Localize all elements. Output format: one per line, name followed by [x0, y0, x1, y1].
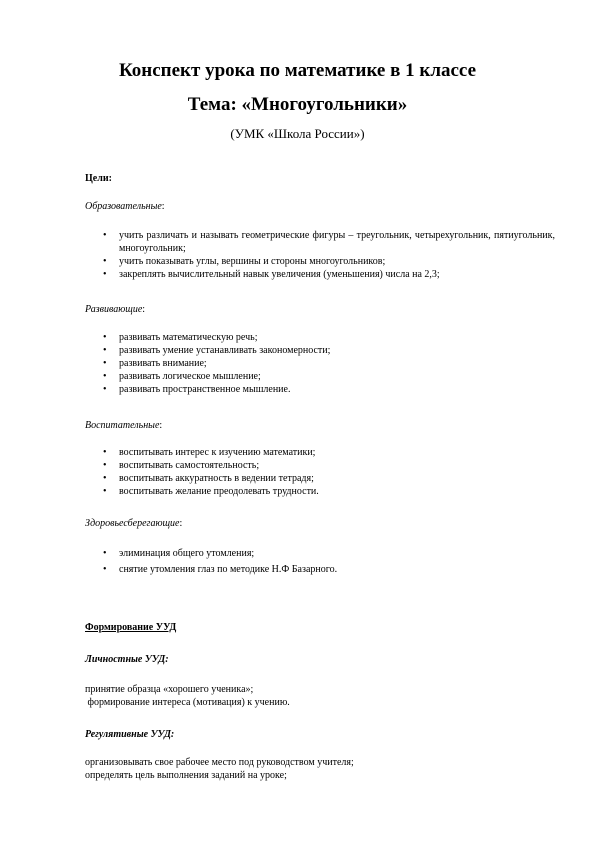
bullet-icon: •: [103, 345, 107, 356]
list-item: • воспитывать самостоятельность;: [103, 460, 260, 471]
health-heading-colon: :: [179, 518, 183, 529]
regulative-line: определять цель выполнения заданий на уроке;: [85, 770, 287, 781]
personal-uud-heading: Личностные УУД:: [85, 654, 169, 665]
bullet-icon: •: [103, 548, 107, 559]
developing-list-block: [85, 331, 555, 396]
list-item: • развивать математическую речь;: [103, 332, 258, 343]
uud-heading-block: [85, 621, 555, 634]
regulative-lines-block: [85, 756, 555, 782]
list-item: • учить показывать углы, вершины и стороны многоугольников;: [103, 256, 386, 267]
developing-heading-block: [85, 303, 555, 316]
health-heading: Здоровьесберегающие: [85, 518, 180, 529]
umk-label: (УМК «Школа России»): [230, 126, 365, 141]
bullet-icon: •: [103, 460, 107, 471]
educational-list-block: [85, 229, 555, 281]
bullet-icon: •: [103, 358, 107, 369]
upbringing-list: [85, 446, 555, 498]
health-list: [85, 547, 555, 576]
list-item: • снятие утомления глаз по методике Н.Ф Базарного.: [103, 564, 338, 575]
bullet-icon: •: [103, 269, 107, 280]
regulative-uud-heading: Регулятивные УУД:: [85, 729, 175, 740]
personal-line: принятие образца «хорошего ученика»;: [85, 684, 254, 695]
bullet-icon: •: [103, 332, 107, 343]
document-title: Конспект урока по математике в 1 классе: [118, 60, 477, 81]
regulative-line: организовывать свое рабочее место под руководством учителя;: [85, 757, 354, 768]
uud-heading: Формирование УУД: [85, 622, 177, 633]
bullet-icon: •: [103, 230, 107, 241]
list-item: • развивать внимание;: [103, 358, 207, 369]
list-item: • развивать пространственное мышление.: [103, 384, 291, 395]
upbringing-heading: Воспитательные: [85, 420, 160, 431]
bullet-icon: •: [103, 447, 107, 458]
developing-heading-colon: :: [142, 304, 146, 315]
list-item: • воспитывать желание преодолевать трудности.: [103, 486, 319, 497]
upbringing-heading-block: [85, 419, 555, 432]
bullet-icon: •: [103, 384, 107, 395]
goals-heading-block: [85, 172, 555, 185]
upbringing-heading-colon: :: [159, 420, 163, 431]
bullet-icon: •: [103, 256, 107, 267]
regulative-heading-block: [85, 728, 555, 741]
goals-heading: Цели:: [85, 173, 112, 184]
developing-list: [85, 331, 555, 396]
lesson-topic: Тема: «Многоугольники»: [187, 94, 408, 115]
health-heading-block: [85, 517, 555, 530]
list-item: • развивать умение устанавливать закономерности;: [103, 345, 331, 356]
bullet-icon: •: [103, 473, 107, 484]
personal-line: формирование интереса (мотивация) к учению.: [85, 697, 290, 708]
list-item: • элиминация общего утомления;: [103, 548, 255, 559]
list-item: • воспитывать интерес к изучению математики;: [103, 447, 316, 458]
list-item: • развивать логическое мышление;: [103, 371, 261, 382]
bullet-icon: •: [103, 486, 107, 497]
upbringing-list-block: [85, 446, 555, 498]
educational-heading-colon: :: [161, 201, 165, 212]
list-item: • учить различать и называть геометрические фигуры – треугольник, четырехугольник, пятиугольник, многоугольник;: [103, 230, 555, 254]
bullet-icon: •: [103, 564, 107, 575]
bullet-icon: •: [103, 371, 107, 382]
educational-list: [85, 229, 555, 281]
educational-heading-block: [85, 200, 555, 213]
educational-heading: Образовательные: [85, 201, 162, 212]
personal-heading-block: [85, 653, 555, 666]
list-item: • закреплять вычислительный навык увеличения (уменьшения) числа на 2,3;: [103, 269, 440, 280]
developing-heading: Развивающие: [85, 304, 143, 315]
health-list-block: [85, 547, 555, 576]
personal-lines-block: [85, 683, 555, 709]
list-item: • воспитывать аккуратность в ведении тетрадя;: [103, 473, 314, 484]
